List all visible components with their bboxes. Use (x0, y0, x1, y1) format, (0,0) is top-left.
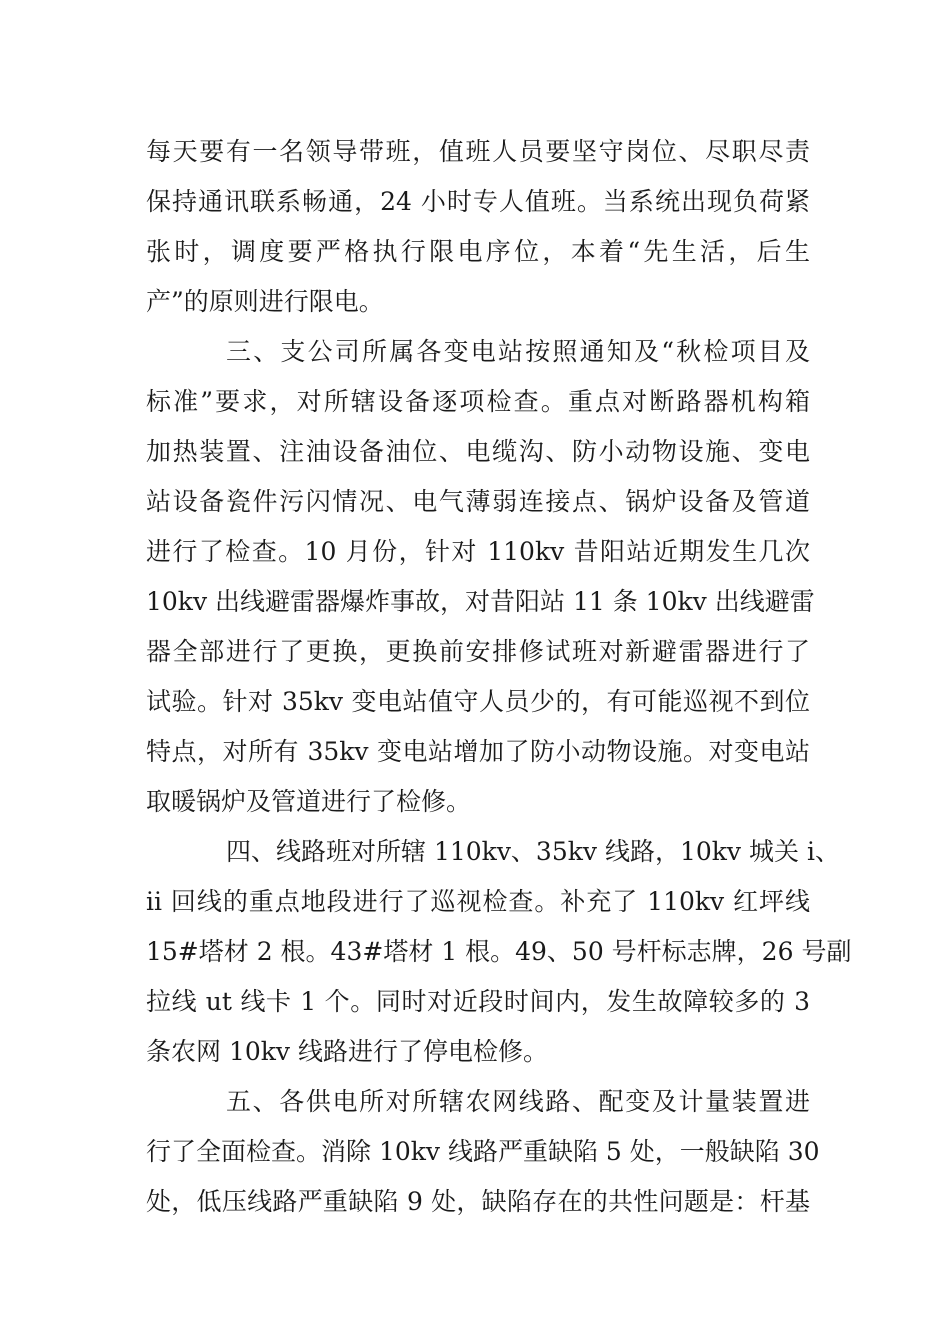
text-line: 站设备瓷件污闪情况、电气薄弱连接点、锅炉设备及管道 (146, 487, 810, 516)
text-line: 保持通讯联系畅通，24 小时专人值班。当系统出现负荷紧 (146, 187, 810, 216)
text-line: 器全部进行了更换，更换前安排修试班对新避雷器进行了 (146, 637, 810, 666)
text-line: 处，低压线路严重缺陷 9 处，缺陷存在的共性问题是：杆基 (146, 1187, 810, 1216)
paragraph-heading-line: 三、支公司所属各变电站按照通知及“秋检项目及 (226, 337, 810, 366)
text-line: 产”的原则进行限电。 (146, 287, 384, 316)
text-line: 条农网 10kv 线路进行了停电检修。 (146, 1037, 548, 1066)
text-line: 取暖锅炉及管道进行了检修。 (146, 787, 472, 816)
text-line: 特点，对所有 35kv 变电站增加了防小动物设施。对变电站 (146, 737, 810, 766)
text-line: 试验。针对 35kv 变电站值守人员少的，有可能巡视不到位 (146, 687, 810, 716)
text-line: 行了全面检查。消除 10kv 线路严重缺陷 5 处，一般缺陷 30 (146, 1137, 820, 1166)
text-line: 15#塔材 2 根。43#塔材 1 根。49、50 号杆标志牌，26 号副 (146, 937, 852, 966)
text-line: 10kv 出线避雷器爆炸事故，对昔阳站 11 条 10kv 出线避雷 (146, 587, 815, 616)
paragraph-heading-line: 四、线路班对所辖 110kv、35kv 线路，10kv 城关 i、 (226, 837, 840, 866)
text-line: 进行了检查。10 月份，针对 110kv 昔阳站近期发生几次 (146, 537, 810, 566)
text-line: 加热装置、注油设备油位、电缆沟、防小动物设施、变电 (146, 437, 810, 466)
text-line: 每天要有一名领导带班，值班人员要坚守岗位、尽职尽责 (146, 137, 810, 166)
text-line: ii 回线的重点地段进行了巡视检查。补充了 110kv 红坪线 (146, 887, 810, 916)
text-line: 拉线 ut 线卡 1 个。同时对近段时间内，发生故障较多的 3 (146, 987, 810, 1016)
text-line: 标准”要求，对所辖设备逐项检查。重点对断路器机构箱 (146, 387, 810, 416)
text-line: 张时，调度要严格执行限电序位，本着“先生活，后生 (146, 237, 810, 266)
paragraph-heading-line: 五、各供电所对所辖农网线路、配变及计量装置进 (226, 1087, 810, 1116)
